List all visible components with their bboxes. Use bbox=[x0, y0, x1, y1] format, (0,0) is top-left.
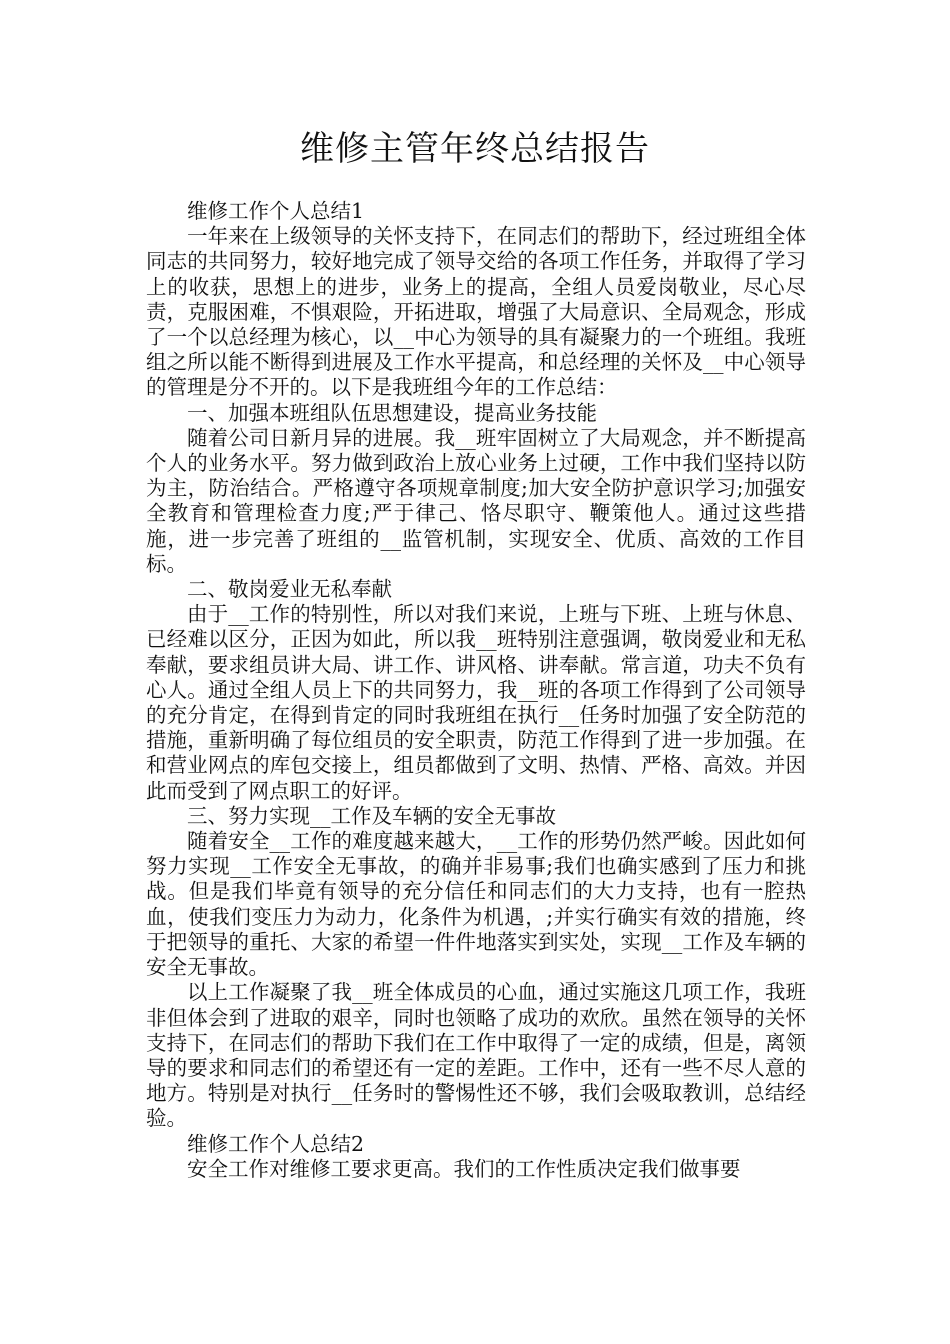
document-title: 维修主管年终总结报告 bbox=[300, 129, 650, 169]
section-heading: 二、敬岗爱业无私奉献 bbox=[187, 577, 392, 602]
body-paragraph: 安全工作对维修工要求更高。我们的工作性质决定我们做事要 bbox=[187, 1156, 741, 1181]
document-body bbox=[146, 199, 806, 1182]
body-paragraph: 随着安全__工作的难度越来越大，__工作的形势仍然严峻。因此如何努力实现__工作安全无事故，的确并非易事;我们也确实感到了压力和挑战。但是我们毕竟有领导的充分信任和同志们的大力支持，也有一腔热血，使我们变压力为动力，化条件为机遇，;并实行确实有效的措施，终于把领导的重托、大家的希望一件件地落实到实处，实现__工作及车辆的安全无事故。 bbox=[146, 829, 806, 980]
body-paragraph: 随着公司日新月异的进展。我__班牢固树立了大局观念，并不断提高个人的业务水平。努力做到政治上放心业务上过硬，工作中我们坚持以防为主，防治结合。严格遵守各项规章制度;加大安全防护意识学习;加强安全教育和管理检查力度;严于律己、恪尽职守、鞭策他人。通过这些措施，进一步完善了班组的__监管机制，实现安全、优质、高效的工作目标。 bbox=[146, 425, 806, 576]
body-paragraph: 由于__工作的特别性，所以对我们来说，上班与下班、上班与休息、已经难以区分，正因为如此，所以我__班特别注意强调，敬岗爱业和无私奉献，要求组员讲大局、讲工作、讲风格、讲奉献。常言道，功夫不负有心人。通过全组人员上下的共同努力，我__班的各项工作得到了公司领导的充分肯定，在得到肯定的同时我班组在执行__任务时加强了安全防范的措施，重新明确了每位组员的安全职责，防范工作得到了进一步加强。在和营业网点的库包交接上，组员都做到了文明、热情、严格、高效。并因此而受到了网点职工的好评。 bbox=[146, 602, 806, 803]
body-paragraph: 一年来在上级领导的关怀支持下，在同志们的帮助下，经过班组全体同志的共同努力，较好地完成了领导交给的各项工作任务，并取得了学习上的收获，思想上的进步，业务上的提高，全组人员爱岗敬业，尽心尽责，克服困难，不惧艰险，开拓进取，增强了大局意识、全局观念，形成了一个以总经理为核心，以__中心为领导的具有凝聚力的一个班组。我班组之所以能不断得到进展及工作水平提高，和总经理的关怀及__中心领导的管理是分不开的。以下是我班组今年的工作总结： bbox=[146, 224, 806, 400]
section-heading: 三、努力实现__工作及车辆的安全无事故 bbox=[187, 803, 556, 828]
section-heading: 维修工作个人总结1 bbox=[187, 199, 365, 223]
section-heading: 一、加强本班组队伍思想建设，提高业务技能 bbox=[187, 400, 597, 425]
section-heading: 维修工作个人总结2 bbox=[187, 1131, 365, 1156]
body-paragraph: 以上工作凝聚了我__班全体成员的心血，通过实施这几项工作，我班非但体会到了进取的艰辛，同时也领略了成功的欢欣。虽然在领导的关怀支持下，在同志们的帮助下我们在工作中取得了一定的成绩，但是，离领导的要求和同志们的希望还有一定的差距。工作中，还有一些不尽人意的地方。特别是对执行__任务时的警惕性还不够，我们会吸取教训，总结经验。 bbox=[146, 980, 806, 1131]
